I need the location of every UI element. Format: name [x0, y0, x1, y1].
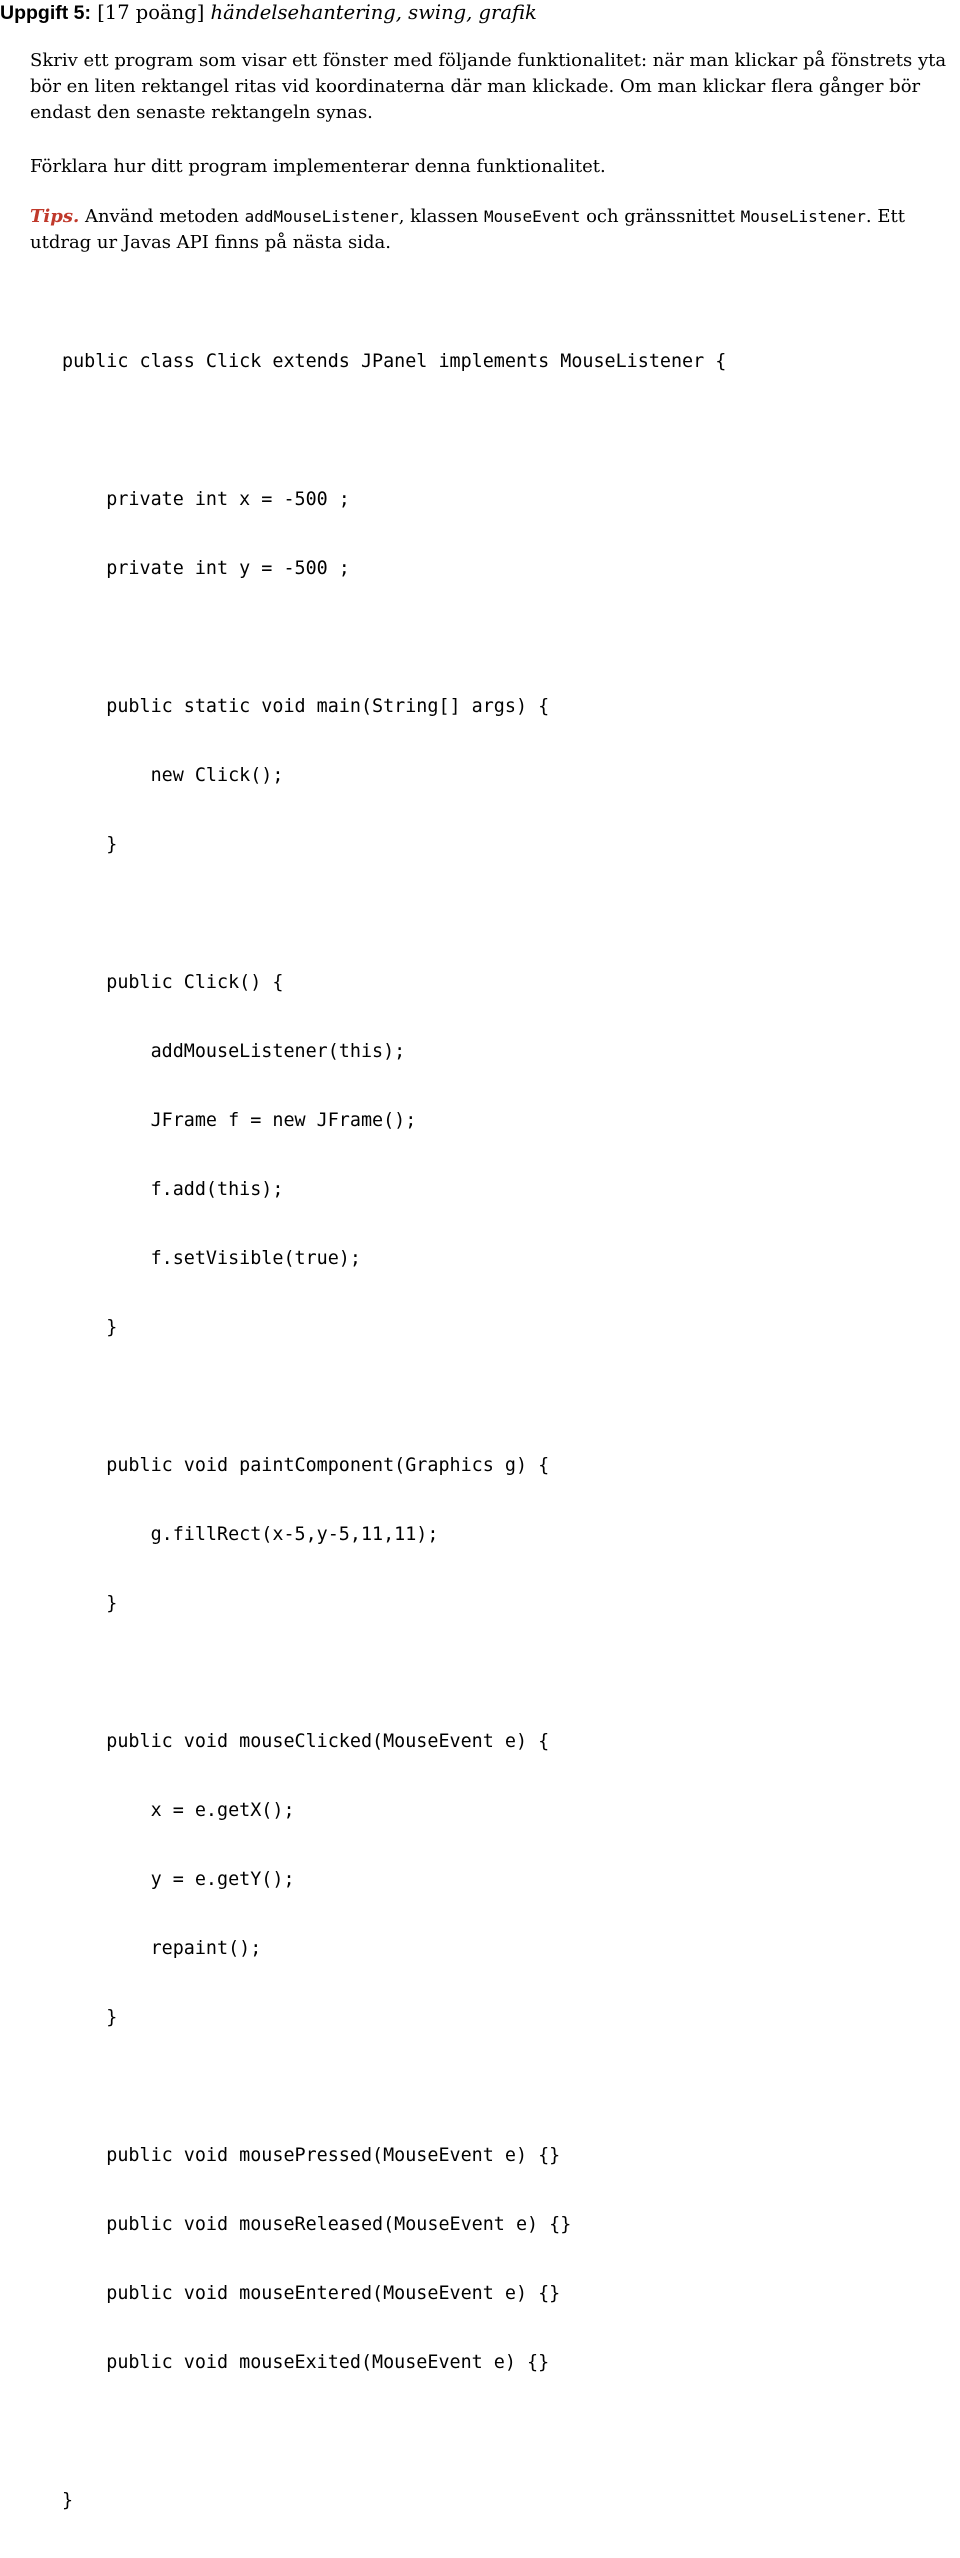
- code-line: }: [62, 1593, 118, 1614]
- code-line: public void mouseReleased(MouseEvent e) {}: [62, 2214, 572, 2235]
- code-line: public static void main(String[] args) {: [62, 696, 550, 717]
- code-line: public Click() {: [62, 972, 284, 993]
- code-line: [62, 2075, 726, 2098]
- code-line: }: [62, 2007, 118, 2028]
- code-line: public void mousePressed(MouseEvent e) {}: [62, 2145, 561, 2166]
- tips-text: . Ett: [865, 206, 905, 227]
- explain-line: Förklara hur ditt program implementerar denna funktionalitet.: [30, 156, 606, 177]
- code-line: public void paintComponent(Graphics g) {: [62, 1455, 550, 1476]
- tips-paragraph: [30, 204, 960, 256]
- tips-text: och gränssnittet: [586, 206, 735, 227]
- task-heading: [0, 0, 537, 26]
- code-line: [62, 626, 726, 649]
- code-line: y = e.getY();: [62, 1869, 295, 1890]
- task-topic: händelsehantering, swing, grafik: [210, 1, 537, 24]
- task-label: Uppgift 5:: [0, 2, 91, 24]
- code-line: }: [62, 1317, 118, 1338]
- code-line: g.fillRect(x-5,y-5,11,11);: [62, 1524, 439, 1545]
- intro-line: endast den senaste rektangeln synas.: [30, 102, 373, 123]
- code-line: }: [62, 2490, 74, 2511]
- intro-paragraph: [30, 48, 960, 126]
- intro-line: bör en liten rektangel ritas vid koordinaterna där man klickade. Om man klickar flera gånger bör: [30, 76, 921, 97]
- code-line: private int y = -500 ;: [62, 558, 350, 579]
- tips-label: Tips.: [30, 206, 80, 227]
- code-line: [62, 902, 726, 925]
- code-line: public void mouseExited(MouseEvent e) {}: [62, 2352, 550, 2373]
- tips-text: Använd metoden: [84, 206, 239, 227]
- code-line: public void mouseEntered(MouseEvent e) {}: [62, 2283, 561, 2304]
- explain-paragraph: [30, 154, 960, 180]
- code-line: [62, 419, 726, 442]
- code-line: [62, 2420, 726, 2443]
- tips-code-class: MouseEvent: [484, 207, 581, 226]
- code-line: public class Click extends JPanel implements MouseListener {: [62, 351, 727, 372]
- code-line: repaint();: [62, 1938, 262, 1959]
- tips-code-interface: MouseListener: [740, 207, 866, 226]
- tips-code-method: addMouseListener: [244, 207, 399, 226]
- code-line: addMouseListener(this);: [62, 1041, 406, 1062]
- intro-line: Skriv ett program som visar ett fönster med följande funktionalitet: när man klickar på fönstrets yta: [30, 50, 947, 71]
- code-line: x = e.getX();: [62, 1800, 295, 1821]
- code-line: JFrame f = new JFrame();: [62, 1110, 417, 1131]
- task-points: [17 poäng]: [97, 1, 205, 24]
- code-line: f.add(this);: [62, 1179, 284, 1200]
- code-line: [62, 1385, 726, 1408]
- code-line: new Click();: [62, 765, 284, 786]
- tips-text: , klassen: [398, 206, 479, 227]
- code-listing: [62, 304, 726, 2558]
- code-line: f.setVisible(true);: [62, 1248, 361, 1269]
- code-line: private int x = -500 ;: [62, 489, 350, 510]
- code-line: }: [62, 834, 118, 855]
- code-line: [62, 1661, 726, 1684]
- code-line: public void mouseClicked(MouseEvent e) {: [62, 1731, 550, 1752]
- tips-line: [30, 204, 960, 230]
- tips-line: utdrag ur Javas API finns på nästa sida.: [30, 232, 391, 253]
